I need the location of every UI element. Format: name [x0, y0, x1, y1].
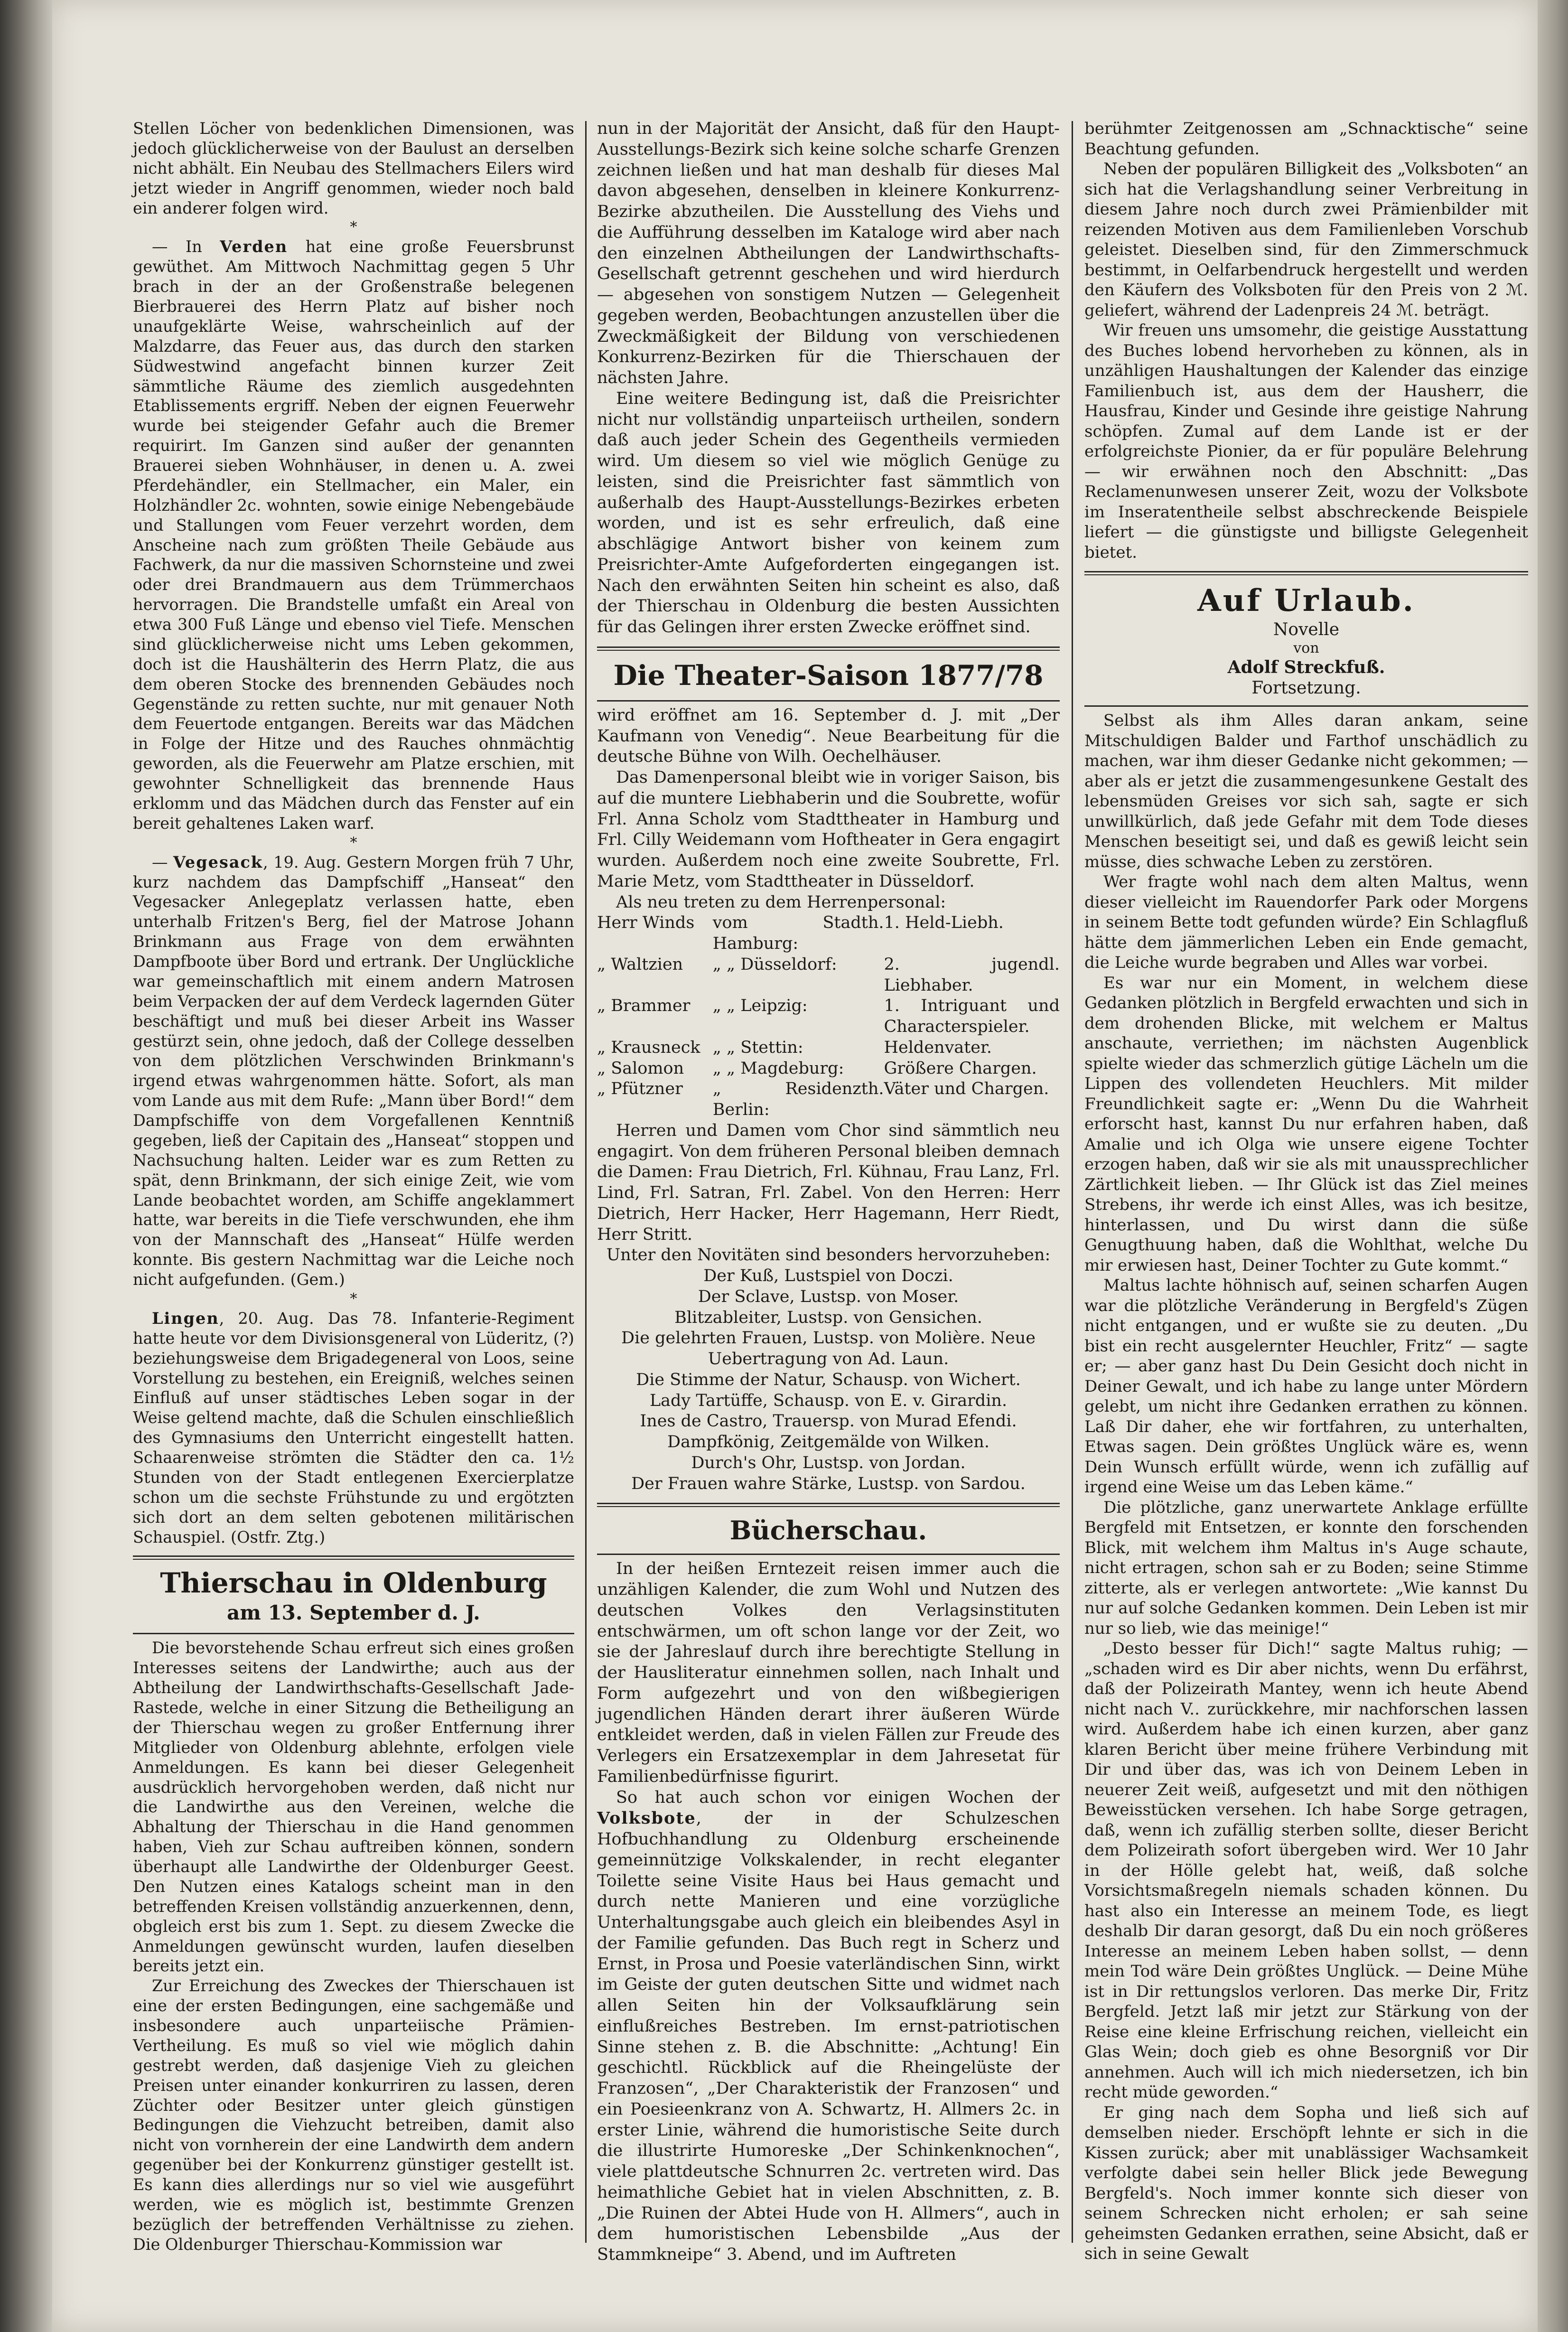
- novelle-p5: Die plötzliche, ganz unerwartete Anklage erfüllte Bergfeld mit Entsetzen, er konnte den forschenden Blick, mit welchem ihm Maltus in's Auge schaute, nicht ertragen, schon sah er zu Boden; seine Stimme zitterte, als er verlegen antwortete: „Wie kannst Du nur auf solche Gedanken kommen. Dein Leben ist mir nur so lieb, wie das meinige!“: [1084, 1498, 1528, 1638]
- cast-row: „ Pfützner „ Residenzth. Berlin: Väter und Chargen.: [597, 1079, 1049, 1119]
- cast-row: „ Krausneck „ „ Stettin: Heldenvater.: [597, 1038, 992, 1057]
- novitaet-item: Lady Tartüffe, Schausp. von E. v. Girardin.: [649, 1391, 1008, 1410]
- asterism: *: [350, 1290, 357, 1307]
- novitaet-item: Die Stimme der Natur, Schausp. von Wichert.: [636, 1370, 1021, 1389]
- column-1: [133, 119, 574, 2255]
- section-rule: [133, 1555, 574, 1560]
- article-tierschau-p1: Die bevorstehende Schau erfreut sich eines großen Interesses seitens der Landwirthe; auch aus der Abtheilung der Landwirthschafts-Gesellschaft Jade-Rastede, welche in einer Sitzung die Betheiligung an der Thierschau wegen zu großer Entfernung ihrer Mitglieder von Oldenburg ablehnte, erfolgen viele Anmeldungen. Es kann bei dieser Gelegenheit ausdrücklich hervorgehoben werden, daß nicht nur die Landwirthe aus den Vereinen, welche die Abhaltung der Thierschau in die Hand genommen haben, Vieh zur Schau auftreiben können, sondern überhaupt alle Landwirthe der Oldenburger Geest. Den Nutzen eines Katalogs scheint man in den betreffenden Kreisen vollständig anzuerkennen, denn, obgleich erst bis zum 1. Sept. zu diesem Zwecke die Anmeldungen gewünscht wurden, laufen dieselben bereits jetzt ein.: [133, 1639, 574, 1976]
- cast-table: [597, 913, 1060, 1121]
- theater-p2: Das Damenpersonal bleibt wie in voriger Saison, bis auf die muntere Liebhaberin und die Soubrette, wofür Frl. Anna Scholz vom Stadttheater in Hamburg und Frl. Cilly Weidemann vom Hoftheater in Gera engagirt wurden. Außerdem noch eine zweite Soubrette, Frl. Marie Metz, vom Stadttheater in Düsseldorf.: [597, 768, 1060, 891]
- novitaet-item: Ines de Castro, Trauersp. von Murad Efendi.: [640, 1412, 1017, 1431]
- novitaet-item: Der Sclave, Lustsp. von Moser.: [698, 1287, 959, 1306]
- novelle-p3: Es war nur ein Moment, in welchem diese Gedanken plötzlich in Bergfeld erwachten und sich in dem drohenden Blicke, mit welchem er Maltus anschaute, verriethen; im nächsten Augenblick spielte wieder das schmerzlich gütige Lächeln um die Lippen des vollendeten Heuchlers. Mit milder Freundlichkeit sagte er: „Wenn Du die Wahrheit erforscht hast, kannst Du nur erfahren haben, daß Amalie und ich Olga wie unsere eigene Tochter erzogen haben, daß wir sie als mit unaussprechlicher Zärtlichkeit lieben. — Ihr Glück ist das Ziel meines Strebens, ihr werde ich einst Alles, was ich besitze, hinterlassen, und Du wirst dann die süße Genugthuung haben, daß die Wohlthat, welche Du mir erwiesen hast, Deiner Tochter zu Gute kommt.“: [1084, 973, 1528, 1275]
- buecher-freuen: Wir freuen uns umsomehr, die geistige Ausstattung des Buches lobend hervorheben zu können, als in unzähligen Haushaltungen der Kalender das einzige Familienbuch ist, aus dem der Hausherr, die Hausfrau, Kinder und Gesinde ihre geistige Nahrung schöpfen. Zumal auf dem Lande ist er der erfolgreichste Pionier, da er für populäre Belehrung — wir erwähnen noch den Abschnitt: „Das Reclamenunwesen unserer Zeit, wozu der Volksbote im Inseratentheile selbst abschreckende Beispiele liefert — die günstigste und billigste Gelegenheit bietet.: [1084, 321, 1528, 562]
- theater-p1: wird eröffnet am 16. September d. J. mit „Der Kaufmann von Venedig“. Neue Bearbeitung für die deutsche Bühne von Wilh. Oechelhäuser.: [597, 705, 1060, 767]
- cast-row: Herr Winds vom Stadth. Hamburg: 1. Held-Liebh.: [597, 913, 1004, 953]
- article-stellmacher: Stellen Löcher von bedenklichen Dimensionen, was jedoch glücklicherweise von der Baulust an derselben nicht abhält. Ein Neubau des Stellmachers Eilers wird jetzt wieder in Angriff genommen, wieder noch bald ein anderer folgen wird.: [133, 119, 574, 217]
- article-vegesack: — Vegesack, 19. Aug. Gestern Morgen früh 7 Uhr, kurz nachdem das Dampfschiff „Hanseat“ den Vegesacker Anlegeplatz verlassen hatte, eben unterhalb Fritzen's Berg, fiel der Matrose Johann Brinkmann aus Frage von dem erwähnten Dampfboote über Bord und ertrank. Der Unglückliche war gemeinschaftlich mit einem andern Matrosen beim Verpacken der auf dem Verdeck lagernden Güter beschäftigt und muß bei dieser Arbeit ins Wasser gestürzt sein, ohne jedoch, daß der College desselben von dem plötzlichen Verschwinden Brinkmann's irgend etwas wahrgenommen hätte. Sofort, als man vom Lande aus mit dem Rufe: „Mann über Bord!“ dem Dampfschiffe von dem Vorgefallenen Kenntniß gegeben, ließ der Capitain des „Hanseat“ stoppen und Nachsuchung halten. Leider war es zum Retten zu spät, denn Brinkmann, der sich einige Zeit, wie vom Lande beobachtet worden, am Schiffe angeklammert hatte, war bereits in die Tiefe verschwunden, ehe ihm von der Mannschaft des „Hanseat“ Hülfe werden konnte. Bis gestern Nachmittag war die Leiche noch nicht aufgefunden. (Gem.): [133, 852, 574, 1289]
- column-2: [597, 119, 1060, 2266]
- theater-p3: Herren und Damen vom Chor sind sämmtlich neu engagirt. Von dem früheren Personal bleiben demnach die Damen: Frau Dietrich, Frl. Kühnau, Frau Lanz, Frl. Lind, Frl. Satran, Frl. Zabel. Von den Herren: Herr Dietrich, Herr Hacker, Herr Hagemann, Herr Riedt, Herr Stritt.: [597, 1121, 1060, 1244]
- subheading-date: am 13. September d. J.: [227, 1601, 480, 1625]
- heading-theater: Die Theater-Saison 1877/78: [613, 659, 1044, 692]
- novitaet-item: Der Kuß, Lustspiel von Doczi.: [703, 1266, 953, 1285]
- section-rule: [133, 1633, 574, 1634]
- novitaet-item: Durch's Ohr, Lustsp. von Jordan.: [691, 1453, 966, 1472]
- book-binding: [0, 0, 52, 2332]
- novelle-p4: Maltus lachte höhnisch auf, seinen scharfen Augen war die plötzliche Veränderung in Bergfeld's Zügen nicht entgangen, und er wußte sie zu deuten. „Du bist ein recht ausgelernter Heuchler, Fritz“ — sagte er; — aber ganz hast Du Dein Gesicht doch nicht in Deiner Gewalt, und ich habe zu lange unter Mördern gelebt, um nicht ihre Gedanken errathen zu können. Laß Dir daher, ehe wir fortfahren, zu unterhalten, Etwas sagen. Dein größtes Unglück wäre es, wenn Dein Wunsch erfüllt würde, wenn ich zufällig auf irgend eine Weise um das Leben käme.“: [1084, 1276, 1528, 1497]
- section-rule: [597, 1554, 1060, 1555]
- novelle-p7: Er ging nach dem Sopha und ließ sich auf demselben nieder. Erschöpft lehnte er sich in die Kissen zurück; aber mit unablässiger Wachsamkeit verfolgte dabei sein heller Blick jede Bewegung Bergfeld's. Noch immer konnte sich dieser von seinem Schrecken nicht erholen; er sah seine geheimsten Gedanken errathen, seine Absicht, daß er sich in seine Gewalt: [1084, 2103, 1528, 2263]
- column-rule: [585, 121, 587, 2243]
- novitaet-item: Dampfkönig, Zeitgemälde von Wilken.: [667, 1433, 989, 1452]
- asterism: *: [350, 219, 357, 236]
- buecher-cont: berühmter Zeitgenossen am „Schnacktische“ seine Beachtung gefunden.: [1084, 119, 1528, 159]
- column-rule: [1072, 121, 1073, 2243]
- theater-herren: Als neu treten zu dem Herrenpersonal:: [616, 892, 946, 912]
- page-edge: [1538, 0, 1568, 2332]
- novelle-kind: Novelle: [1273, 620, 1340, 639]
- section-rule: [597, 646, 1060, 651]
- article-tierschau-cont: nun in der Majorität der Ansicht, daß für den Haupt-Ausstellungs-Bezirk sich keine solche scharfe Grenzen zeichnen ließen und hat man deshalb für dieses Mal davon abgesehen, denselben in kleinere Konkurrenz-Bezirke abzutheilen. Die Ausstellung des Viehs und die Aufführung desselben im Kataloge wird aber nach den einzelnen Abtheilungen der Landwirthschafts-Gesellschaft getrennt geschehen und wird hierdurch — abgesehen von sonstigem Nutzen — Gelegenheit gegeben werden, Beobachtungen anzustellen über die Zweckmäßigkeit der Bildung von verschiedenen Konkurrenz-Bezirken für die Thierschauen der nächsten Jahre.: [597, 119, 1060, 387]
- section-rule: [597, 700, 1060, 702]
- buecher-p1: In der heißen Erntezeit reisen immer auch die unzähligen Kalender, die zum Wohl und Nutzen des deutschen Volkes den Verlagsinstituten entschwärmen, um oft schon lange vor der Zeit, wo sie der Jahreslauf durch ihre berechtigte Stellung in der Hausliteratur einnehmen sollen, nach Inhalt und Form aufgezehrt und von den wißbegierigen jugendlichen Händen derart ihrer äußeren Würde entkleidet werden, daß in vielen Fällen zur Freude des Verlegers ein Ersatzexemplar in dem Jahresetat für Familienbedürfnisse figurirt.: [597, 1559, 1060, 1786]
- novelle-p2: Wer fragte wohl nach dem alten Maltus, wenn dieser vielleicht im Rauendorfer Park oder Morgens in seinem Bette todt gefunden würde? Ein Schlagfluß hätte dem jämmerlichen Leben ein Ende gemacht, die Leiche wurde begraben und Alles war vorbei.: [1084, 872, 1528, 972]
- article-preisrichter: Eine weitere Bedingung ist, daß die Preisrichter nicht nur vollständig unparteiisch urtheilen, sondern daß auch jeder Schein des Gegentheils vermieden wird. Um diesem so viel wie möglich Genüge zu leisten, sind die Preisrichter fast sämmtlich von außerhalb des Haupt-Ausstellungs-Bezirkes erbeten worden, und ist es sehr erfreulich, daß eine abschlägige Antwort bisher von keinem zum Preisrichter-Amte Aufgeforderten eingegangen ist. Nach den erwähnten Seiten hin scheint es also, daß der Thierschau in Oldenburg die besten Aussichten für das Gelingen ihrer ersten Zwecke eröffnet sind.: [597, 389, 1060, 637]
- section-rule: [1084, 705, 1528, 707]
- source-gem: (Gem.): [290, 1270, 345, 1289]
- buecher-p2: So hat auch schon vor einigen Wochen der Volksbote, der in der Schulzeschen Hofbuchhandlung zu Oldenburg erscheinende gemeinnützige Volkskalender, in recht eleganter Toilette seine Visite Haus bei Haus gemacht und durch nette Manieren und eine vorzügliche Unterhaltungsgabe auch gleich ein bleibendes Asyl in der Familie gefunden. Das Buch regt in Scherz und Ernst, in Prosa und Poesie vaterländischen Sinn, wirkt im Geiste der guten deutschen Sitte und widmet nach allen Seiten hin der Volksaufklärung sein einflußreiches Bestreben. Im ernst-patriotischen Sinne stehen z. B. die Abschnitte: „Achtung! Ein geschichtl. Rückblick auf die Rheingelüste der Franzosen“, „Der Charakteristik der Franzosen“ und ein Poesieenkranz von A. Schwartz, H. Allmers 2c. in erster Linie, während die humoristische Seite durch die illustrirte Humoreske „Der Schinkenknochen“, viele plattdeutsche Schnurren 2c. vertreten wird. Das heimathliche Gebiet hat in vielen Abschnitten, z. B. „Die Ruinen der Abtei Hude von H. Allmers“, auch in dem humoristischen Lebensbilde „Aus der Stammkneipe“ 3. Abend, und im Auftreten: [597, 1788, 1060, 2264]
- place-vegesack: Vegesack: [173, 852, 263, 871]
- article-lingen: Lingen, 20. Aug. Das 78. Infanterie-Regiment hatte heute vor dem Divisionsgeneral von Lüderitz, (?) beziehungsweise dem Brigadegeneral von Loos, seine Vorstellung zu bestehen, ein Ereigniß, welches seinen Einfluß auf unser städtisches Leben sogar in der Weise geltend machte, daß die Schulen einschließlich des Gymnasiums den Unterricht eingestellt hatten. Schaarenweise strömten die Städter den ca. 1½ Stunden von der Stadt entlegenen Exercierplatze schon um die sechste Frühstunde zu und ergötzten sich dort an dem selten gebotenen militärischen Schauspiel. (Ostfr. Ztg.): [133, 1309, 574, 1546]
- place-lingen: Lingen: [152, 1309, 219, 1328]
- cast-row: „ Waltzien „ „ Düsseldorf: 2. jugendl. Liebhaber.: [597, 955, 1060, 995]
- cast-row: „ Salomon „ „ Magdeburg: Größere Chargen.: [597, 1058, 1037, 1078]
- article-verden: — In Verden hat eine große Feuersbrunst gewüthet. Am Mittwoch Nachmittag gegen 5 Uhr brach in der an der Großenstraße belegenen Bierbrauerei des Herrn Platz auf bisher noch unaufgeklärte Weise, wahrscheinlich auf der Malzdarre, das Feuer aus, das durch den starken Südwestwind angefacht binnen kurzer Zeit sämmtliche Räume des ziemlich ausgedehnten Etablissements ergriff. Neben der eignen Feuerwehr wurde bei steigender Gefahr auch die Bremer requirirt. Im Ganzen sind außer der genannten Brauerei sieben Wohnhäuser, in denen u. A. zwei Pferdehändler, ein Stellmacher, ein Maler, ein Holzhändler 2c. wohnten, sowie einige Nebengebäude und Stallungen vom Feuer verzehrt worden, dem Anscheine nach zum größten Theile Gebäude aus Fachwerk, da nur die massiven Schornsteine und zwei oder drei Brandmauern aus dem Trümmerchaos hervorragen. Die Brandstelle umfaßt ein Areal von etwa 300 Fuß Länge und ebenso viel Tiefe. Menschen sind glücklicherweise nicht ums Leben gekommen, doch ist die Haushälterin des Herrn Platz, die aus dem oberen Stocke des brennenden Gebäudes noch Gegenstände zu retten suchte, nur mit genauer Noth dem Feuertode entgangen. Bereits war das Mädchen in Folge der Hitze und des Rauches ohnmächtig geworden, als die Feuerwehr am Platze erschien, mit gewohnter Schnelligkeit das brennende Haus erklomm und das Mädchen durch das Fenster auf ein bereit gehaltenes Laken warf.: [133, 237, 574, 833]
- source-ostfr: (Ostfr. Ztg.): [231, 1527, 326, 1546]
- cast-row: „ Brammer „ „ Leipzig: 1. Intriguant und Characterspieler.: [597, 996, 1060, 1036]
- novelle-fortsetzung: Fortsetzung.: [1251, 678, 1361, 698]
- novelle-p6: „Desto besser für Dich!“ sagte Maltus ruhig; — „schaden wird es Dir aber nichts, wenn Du erfährst, daß der Polizeirath Mantey, wenn ich heute Abend nicht nach V.. zurückkehre, mir nachforschen lassen wird. Außerdem habe ich einen kurzen, aber ganz klaren Bericht über meine frühere Verbindung mit Dir und über das, was ich von Deinem Leben in neuerer Zeit weiß, aufgesetzt und mit den nöthigen Beweisstücken versehen. Ich habe Sorge getragen, daß, wenn ich zufällig sterben sollte, dieser Bericht dem Polizeirath sofort übergeben wird. Wer 10 Jahr in der Hölle gelebt hat, weiß, daß solche Vorsichtsmaßregeln niemals schaden können. Du hast also ein Interesse an meinem Tode, es liegt deshalb Dir daran gesorgt, daß Du ein noch größeres Interesse an meinem Leben haben sollst, — denn mein Tod wäre Dein größtes Unglück. — Deine Mühe ist in Dir rettungslos verloren. Das merke Dir, Fritz Bergfeld. Jetzt laß mir jetzt zur Stärkung von der Reise eine kleine Erfrischung reichen, vielleicht ein Glas Wein; doch gieb es ohne Besorgniß vor Dir annehmen. Auch will ich mich niedersetzen, ich bin recht müde geworden.“: [1084, 1639, 1528, 2102]
- novitaet-item: Die gelehrten Frauen, Lustsp. von Molière. Neue Uebertragung von Ad. Laun.: [621, 1329, 1036, 1368]
- asterism: *: [350, 834, 357, 851]
- heading-tierschau: Thierschau in Oldenburg: [160, 1567, 547, 1600]
- buecher-preis: Neben der populären Billigkeit des „Volksboten“ an sich hat die Verlagshandlung seiner Verbreitung in diesem Jahre noch durch zwei Prämienbilder mit reizenden Motiven aus dem Familienleben Vorschub geleistet. Dieselben sind, für den Zimmerschmuck bestimmt, in Oelfarbendruck hergestellt und werden den Käufern des Volksboten für den Preis von 2 ℳ. geliefert, während der Ladenpreis 24 ℳ. beträgt.: [1084, 159, 1528, 320]
- place-verden: Verden: [220, 237, 288, 256]
- novitaet-item: Blitzableiter, Lustsp. von Gensichen.: [674, 1308, 982, 1327]
- heading-auf-urlaub: Auf Urlaub.: [1197, 583, 1415, 618]
- novitaeten-intro: Unter den Novitäten sind besonders hervorzuheben:: [606, 1246, 1051, 1265]
- heading-buecherschau: Bücherschau.: [729, 1515, 927, 1546]
- novitaet-item: Der Frauen wahre Stärke, Lustsp. von Sardou.: [631, 1474, 1026, 1493]
- column-3: [1084, 119, 1528, 2264]
- article-tierschau-p2: Zur Erreichung des Zweckes der Thierschauen ist eine der ersten Bedingungen, eine sachgemäße und insbesondere auch unparteiische Prämien-Vertheilung. Es muß so viel wie möglich dahin gestrebt werden, daß dasjenige Vieh zu gleichen Preisen unter einander konkurriren zu lassen, deren Züchter oder Besitzer unter gleich günstigen Bedingungen die Viehzucht betreiben, damit also nicht von vornherein der eine Landwirth dem andern gegenüber bei der Konkurrenz günstiger gestellt ist. Es kann dies allerdings nur so viel wie ausgeführt werden, wie es möglich ist, bestimmte Grenzen bezüglich der betreffenden Verhältnisse zu ziehen. Die Oldenburger Thierschau-Kommission war: [133, 1976, 574, 2254]
- novelle-p1: Selbst als ihm Alles daran ankam, seine Mitschuldigen Balder und Farthof unschädlich zu machen, war ihm dieser Gedanke nicht gekommen; — aber als er jetzt die zusammengesunkene Gestalt des lebensmüden Greises vor sich sah, sagte er sich unwillkürlich, daß jede Gefahr mit dem Tode dieses Menschen beseitigt sei, und daß es gewiß leicht sein müsse, dies schwache Leben zu zerstören.: [1084, 711, 1528, 871]
- section-rule: [597, 1503, 1060, 1507]
- novelle-von: von: [1293, 640, 1319, 656]
- section-rule: [1084, 571, 1528, 575]
- novelle-author: Adolf Streckfuß.: [1227, 657, 1385, 677]
